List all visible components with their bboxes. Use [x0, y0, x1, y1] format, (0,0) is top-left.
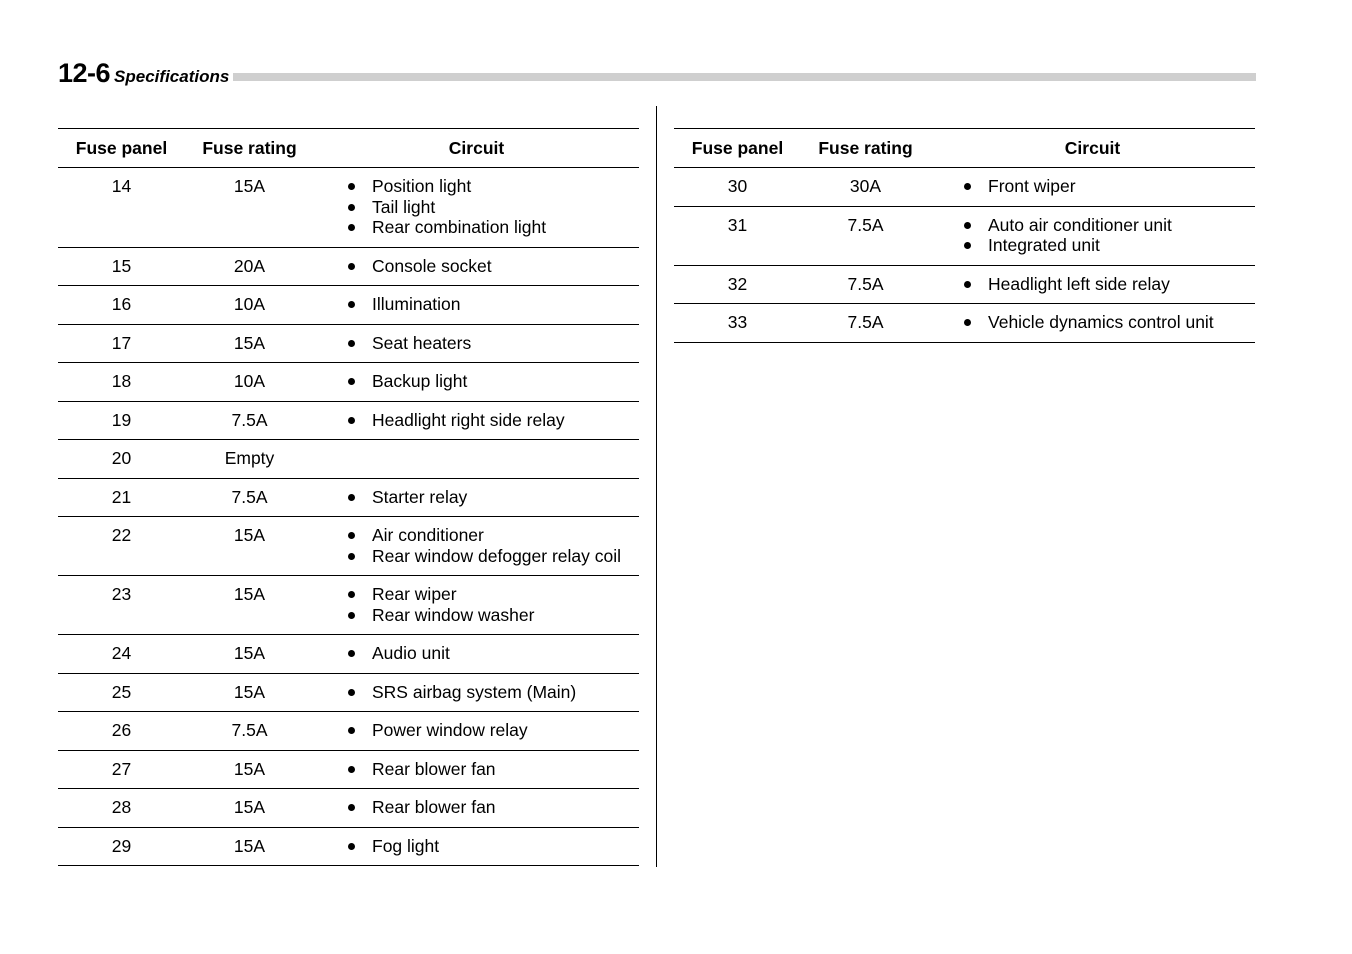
fuse-rating-cell: 15A — [185, 673, 314, 712]
table-row — [58, 168, 639, 248]
fuse-panel-cell: 23 — [58, 576, 185, 635]
fuse-rating-cell: 20A — [185, 247, 314, 286]
fuse-rating-cell: 15A — [185, 750, 314, 789]
header-circuit: Circuit — [314, 129, 639, 168]
circuit-cell — [930, 168, 1255, 207]
circuit-item: SRS airbag system (Main) — [348, 682, 639, 703]
fuse-rating-cell: 15A — [185, 324, 314, 363]
table-row — [58, 247, 639, 286]
fuse-panel-cell: 15 — [58, 247, 185, 286]
fuse-panel-cell: 25 — [58, 673, 185, 712]
page-header — [58, 58, 1256, 88]
circuit-cell — [314, 363, 639, 402]
fuse-panel-cell: 29 — [58, 827, 185, 866]
circuit-item: Power window relay — [348, 720, 639, 741]
fuse-rating-cell: 7.5A — [801, 265, 930, 304]
circuit-item: Console socket — [348, 256, 639, 277]
circuit-list — [930, 215, 1255, 256]
table-row — [674, 206, 1255, 265]
fuse-rating-cell: 15A — [185, 168, 314, 248]
circuit-list — [314, 525, 639, 566]
table-row — [58, 324, 639, 363]
circuit-list — [314, 797, 639, 818]
fuse-rating-cell: 10A — [185, 363, 314, 402]
fuse-rating-cell: 7.5A — [185, 478, 314, 517]
circuit-list — [314, 836, 639, 857]
circuit-list — [314, 720, 639, 741]
fuse-panel-cell: 33 — [674, 304, 801, 343]
circuit-cell — [314, 712, 639, 751]
circuit-item: Vehicle dynamics control unit — [964, 312, 1255, 333]
circuit-item: Headlight left side relay — [964, 274, 1255, 295]
circuit-item: Fog light — [348, 836, 639, 857]
fuse-table-right — [674, 128, 1255, 343]
circuit-cell — [930, 265, 1255, 304]
fuse-panel-cell: 22 — [58, 517, 185, 576]
table-row — [674, 168, 1255, 207]
fuse-rating-cell: 10A — [185, 286, 314, 325]
circuit-cell — [314, 168, 639, 248]
fuse-panel-cell: 28 — [58, 789, 185, 828]
circuit-list — [314, 584, 639, 625]
circuit-list — [930, 176, 1255, 197]
circuit-cell — [314, 286, 639, 325]
header-rule — [58, 73, 1256, 81]
circuit-cell — [314, 750, 639, 789]
circuit-item: Rear blower fan — [348, 759, 639, 780]
table-row — [674, 304, 1255, 343]
circuit-cell — [314, 673, 639, 712]
circuit-cell — [314, 635, 639, 674]
circuit-item: Rear combination light — [348, 217, 639, 238]
fuse-table-left — [58, 128, 639, 866]
circuit-cell — [314, 789, 639, 828]
circuit-cell — [314, 576, 639, 635]
fuse-panel-cell: 26 — [58, 712, 185, 751]
circuit-cell — [930, 206, 1255, 265]
table-row — [58, 517, 639, 576]
header-circuit: Circuit — [930, 129, 1255, 168]
circuit-item: Starter relay — [348, 487, 639, 508]
circuit-cell — [314, 440, 639, 479]
header-fuse-panel: Fuse panel — [58, 129, 185, 168]
circuit-list — [314, 487, 639, 508]
fuse-rating-cell: 15A — [185, 789, 314, 828]
table-header-row — [674, 129, 1255, 168]
circuit-item: Rear wiper — [348, 584, 639, 605]
fuse-rating-cell: Empty — [185, 440, 314, 479]
circuit-item: Seat heaters — [348, 333, 639, 354]
page-number: 12-6 — [58, 58, 111, 88]
circuit-list — [314, 371, 639, 392]
fuse-panel-cell: 20 — [58, 440, 185, 479]
circuit-cell — [314, 478, 639, 517]
circuit-list — [314, 643, 639, 664]
circuit-item: Front wiper — [964, 176, 1255, 197]
circuit-item: Rear window washer — [348, 605, 639, 626]
table-row — [58, 673, 639, 712]
fuse-rating-cell: 7.5A — [801, 304, 930, 343]
circuit-item: Illumination — [348, 294, 639, 315]
circuit-list — [930, 274, 1255, 295]
table-row — [58, 478, 639, 517]
circuit-item: Rear window defogger relay coil — [348, 546, 639, 567]
table-row — [674, 265, 1255, 304]
circuit-list — [314, 294, 639, 315]
circuit-cell — [314, 247, 639, 286]
table-row — [58, 789, 639, 828]
fuse-rating-cell: 7.5A — [185, 712, 314, 751]
table-row — [58, 440, 639, 479]
fuse-panel-cell: 30 — [674, 168, 801, 207]
fuse-panel-cell: 14 — [58, 168, 185, 248]
circuit-cell — [314, 401, 639, 440]
circuit-item: Audio unit — [348, 643, 639, 664]
table-row — [58, 712, 639, 751]
circuit-item: Auto air conditioner unit — [964, 215, 1255, 236]
circuit-list — [314, 410, 639, 431]
circuit-item: Rear blower fan — [348, 797, 639, 818]
fuse-panel-cell: 27 — [58, 750, 185, 789]
circuit-list — [314, 333, 639, 354]
table-row — [58, 576, 639, 635]
table-row — [58, 635, 639, 674]
circuit-item: Headlight right side relay — [348, 410, 639, 431]
fuse-rating-cell: 7.5A — [185, 401, 314, 440]
table-header-row — [58, 129, 639, 168]
fuse-panel-cell: 17 — [58, 324, 185, 363]
fuse-rating-cell: 15A — [185, 576, 314, 635]
header-fuse-panel: Fuse panel — [674, 129, 801, 168]
circuit-cell — [314, 324, 639, 363]
fuse-rating-cell: 30A — [801, 168, 930, 207]
circuit-item: Air conditioner — [348, 525, 639, 546]
fuse-panel-cell: 18 — [58, 363, 185, 402]
table-row — [58, 750, 639, 789]
table-row — [58, 827, 639, 866]
table-row — [58, 363, 639, 402]
fuse-panel-cell: 19 — [58, 401, 185, 440]
circuit-list — [314, 176, 639, 238]
circuit-list — [314, 759, 639, 780]
circuit-item: Tail light — [348, 197, 639, 218]
fuse-panel-cell: 32 — [674, 265, 801, 304]
fuse-rating-cell: 15A — [185, 827, 314, 866]
circuit-item: Integrated unit — [964, 235, 1255, 256]
column-divider — [656, 106, 657, 867]
circuit-list — [314, 256, 639, 277]
fuse-panel-cell: 21 — [58, 478, 185, 517]
header-text — [58, 58, 233, 93]
circuit-item: Position light — [348, 176, 639, 197]
table-row — [58, 401, 639, 440]
fuse-panel-cell: 31 — [674, 206, 801, 265]
circuit-list — [314, 682, 639, 703]
fuse-rating-cell: 7.5A — [801, 206, 930, 265]
circuit-item: Backup light — [348, 371, 639, 392]
fuse-panel-cell: 24 — [58, 635, 185, 674]
circuit-cell — [314, 517, 639, 576]
circuit-cell — [930, 304, 1255, 343]
section-title: Specifications — [114, 67, 230, 86]
header-fuse-rating: Fuse rating — [185, 129, 314, 168]
table-row — [58, 286, 639, 325]
fuse-rating-cell: 15A — [185, 517, 314, 576]
fuse-rating-cell: 15A — [185, 635, 314, 674]
fuse-panel-cell: 16 — [58, 286, 185, 325]
circuit-list — [930, 312, 1255, 333]
circuit-cell — [314, 827, 639, 866]
header-fuse-rating: Fuse rating — [801, 129, 930, 168]
